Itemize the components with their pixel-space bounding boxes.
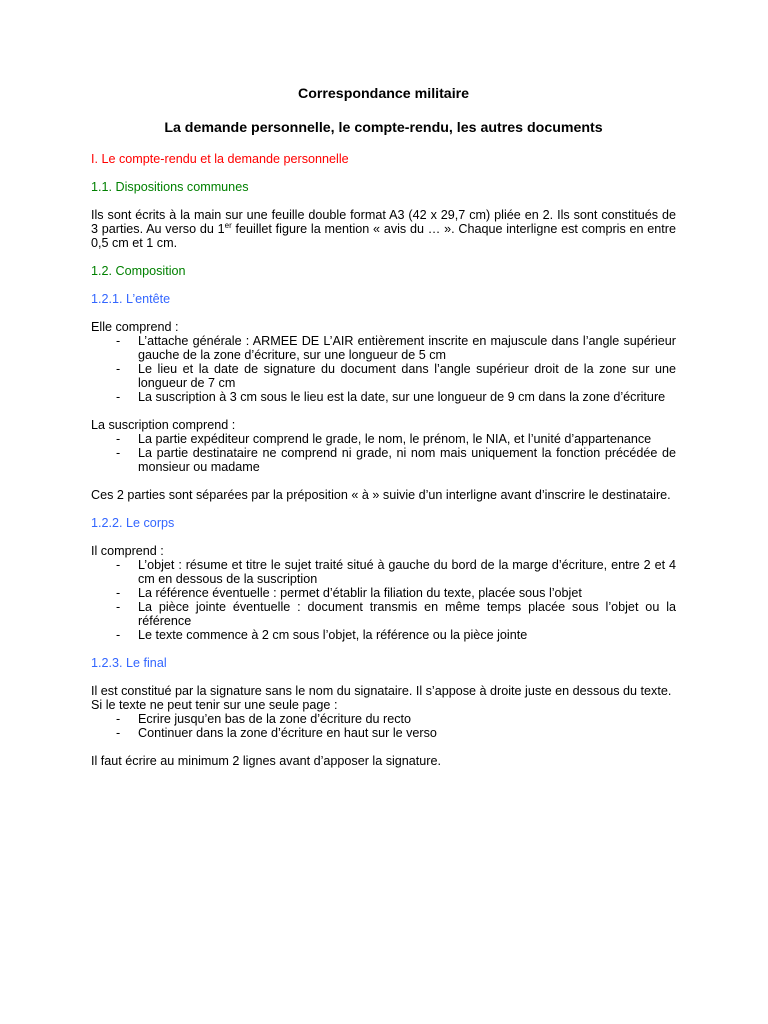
list-item: - La partie expéditeur comprend le grade, le nom, le prénom, le NIA, et l’unité d’appartenance — [116, 432, 652, 446]
paragraph-dispositions: Ils sont écrits à la main sur une feuille double format A3 (42 x 29,7 cm) pliée en 2. Ils sont constitués de 3 parties. Au verso du 1er feuillet figure la mention « avis du … ». Chaque interligne est compris en entre 0,5 cm et 1 cm. — [91, 208, 676, 250]
document-page — [91, 86, 676, 768]
section-heading-1-2-1: 1.2.1. L’entête — [91, 292, 171, 306]
section-heading-1-2: 1.2. Composition — [91, 264, 186, 278]
list-item: - La référence éventuelle : permet d’établir la filiation du texte, placée sous l’objet — [116, 586, 582, 600]
list-item: - L’attache générale : ARMEE DE L’AIR entièrement inscrite en majuscule dans l’angle supérieur gauche de la zone d’écriture, sur une longueur de 5 cm — [116, 334, 676, 362]
paragraph-suscription-intro: La suscription comprend : — [91, 418, 236, 432]
document-subtitle: La demande personnelle, le compte-rendu, les autres documents — [164, 120, 603, 136]
final-list — [91, 712, 676, 740]
paragraph-corps-intro: Il comprend : — [91, 544, 164, 558]
list-item: - La partie destinataire ne comprend ni grade, ni nom mais uniquement la fonction précédée de monsieur ou madame — [116, 446, 676, 474]
entete-list — [91, 334, 676, 404]
section-heading-1: I. Le compte-rendu et la demande personnelle — [91, 152, 349, 166]
paragraph-final-closing: Il faut écrire au minimum 2 lignes avant d’apposer la signature. — [91, 754, 442, 768]
document-title: Correspondance militaire — [297, 86, 470, 102]
list-item: - La suscription à 3 cm sous le lieu est la date, sur une longueur de 9 cm dans la zone d’écriture — [116, 390, 666, 404]
paragraph-suscription-closing: Ces 2 parties sont séparées par la préposition « à » suivie d’un interligne avant d’inscrire le destinataire. — [91, 488, 671, 502]
list-item: - La pièce jointe éventuelle : document transmis en même temps placée sous l’objet ou la référence — [116, 600, 676, 628]
corps-list — [91, 558, 676, 642]
list-item: - Le texte commence à 2 cm sous l’objet, la référence ou la pièce jointe — [116, 628, 528, 642]
section-heading-1-1: 1.1. Dispositions communes — [91, 180, 249, 194]
list-item: - L’objet : résume et titre le sujet traité situé à gauche du bord de la marge d’écriture, entre 2 et 4 cm en dessous de la suscription — [116, 558, 676, 586]
suscription-list — [91, 432, 676, 474]
list-item: - Le lieu et la date de signature du document dans l’angle supérieur droit de la zone sur une longueur de 7 cm — [116, 362, 676, 390]
list-item: - Continuer dans la zone d’écriture en haut sur le verso — [116, 726, 437, 740]
paragraph-final-1: Il est constitué par la signature sans le nom du signataire. Il s’appose à droite juste en dessous du texte. — [91, 684, 672, 698]
list-item: - Ecrire jusqu’en bas de la zone d’écriture du recto — [116, 712, 412, 726]
section-heading-1-2-3: 1.2.3. Le final — [91, 656, 167, 670]
section-heading-1-2-2: 1.2.2. Le corps — [91, 516, 175, 530]
paragraph-final-2: Si le texte ne peut tenir sur une seule page : — [91, 698, 338, 712]
paragraph-entete-intro: Elle comprend : — [91, 320, 179, 334]
